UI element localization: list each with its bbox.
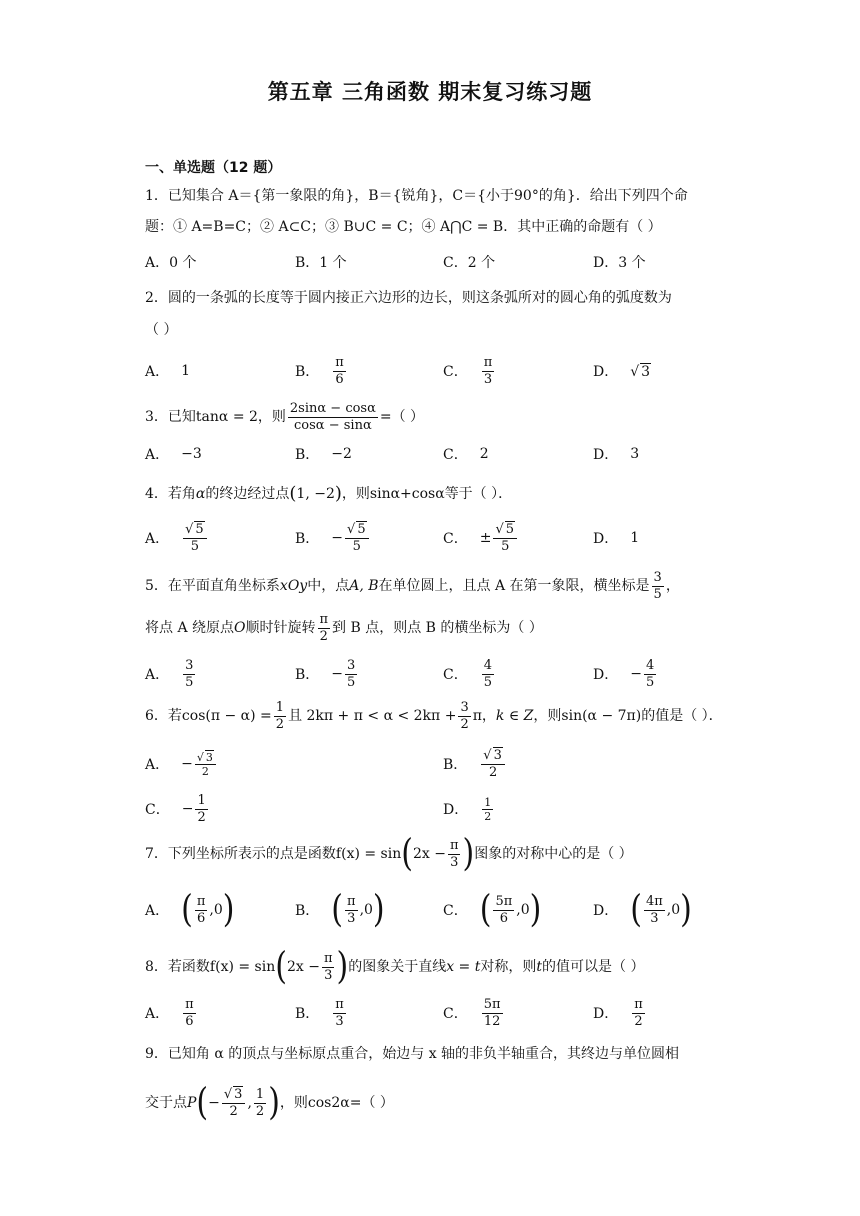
q1-option-a[interactable]: A．0 个 — [145, 255, 197, 271]
q2-line1: 2．圆的一条弧的长度等于圆内接正六边形的边长，则这条弧所对的圆心角的弧度数为 — [145, 290, 672, 306]
q3-option-d[interactable]: D． 3 — [593, 446, 640, 463]
q5-options — [145, 654, 745, 694]
q6-stem: 6．若 cos(π − α) = $\frac{1}{2}$ 且 2kπ + π < α < 2kπ + $\frac{3}{2}$ π， k ∈ Z ，则 sin(α − 7π) 的值是（ ）． — [145, 699, 723, 732]
q3-option-c[interactable]: C． 2 — [443, 446, 489, 463]
q2-options — [145, 351, 745, 391]
q8-option-c[interactable]: C． $\frac{5\pi}{12}$ — [443, 996, 501, 1029]
q1-option-c[interactable]: C．2 个 — [443, 255, 496, 271]
q5-line2: 将点 A 绕原点 O 顺时针旋转 $\frac{\pi}{2}$ 到 B 点，则点 B 的横坐标为（ ） — [145, 611, 543, 644]
q5-option-c[interactable]: C． $\frac{4}{5}$ — [443, 657, 492, 690]
q7-option-d[interactable]: D． ( $\frac{4\pi}{3}$ ,0 ) — [593, 887, 692, 932]
q5-option-a[interactable]: A． $\frac{3}{5}$ — [145, 657, 194, 690]
q8-stem: 8．若函数 f(x) = sin ( 2x − $\frac{\pi}{3}$ ) 的图象关于直线 x = t 对称，则 t 的值可以是（ ） — [145, 944, 645, 989]
q8-option-b[interactable]: B． $\frac{\pi}{3}$ — [295, 996, 344, 1029]
q6-option-a[interactable]: A． − $\frac{√ 3}{2}$ — [145, 744, 218, 784]
q3-option-b[interactable]: B． −2 — [295, 446, 352, 463]
section-heading: 一、单选题（12 题） — [145, 160, 282, 176]
q4-option-a[interactable]: A． $\frac{√ 5}{5}$ — [145, 518, 209, 558]
q6-options-row2 — [145, 789, 745, 829]
q7-options — [145, 887, 745, 932]
q2-line2: （ ） — [145, 322, 178, 338]
q1-options — [145, 242, 745, 282]
q6-option-b[interactable]: B． $\frac{√ 3}{2}$ — [443, 744, 507, 784]
q4-option-c[interactable]: C． ± $\frac{√ 5}{5}$ — [443, 518, 519, 558]
q8-option-d[interactable]: D． $\frac{\pi}{2}$ — [593, 996, 643, 1029]
q4-option-b[interactable]: B． − $\frac{√ 5}{5}$ — [295, 518, 371, 558]
q6-option-d[interactable]: D． $\frac{1}{2}$ — [443, 795, 492, 823]
page-title: 第五章 三角函数 期末复习练习题 — [267, 80, 593, 104]
q9-line1: 9．已知角 α 的顶点与坐标原点重合，始边与 x 轴的非负半轴重合，其终边与单位圆相 — [145, 1046, 680, 1062]
q3-stem: 3．已知 tanα = 2 ，则 $\frac{2\sin\alpha - \cos\alpha}{\cos\alpha - \sin\alpha}$ =（ ） — [145, 400, 425, 433]
q1-option-b[interactable]: B．1 个 — [295, 255, 347, 271]
q5-option-d[interactable]: D． − $\frac{4}{5}$ — [593, 657, 655, 690]
q2-option-a[interactable]: A． 1 — [145, 363, 191, 380]
q7-stem: 7．下列坐标所表示的点是函数 f(x) = sin ( 2x − $\frac{\pi}{3}$ ) 图象的对称中心的是（ ） — [145, 831, 633, 876]
q1-line2: 题：① A=B=C；② A⊂C；③ B∪C = C；④ A⋂C = B．其中正确的命题有（ ） — [145, 219, 662, 235]
q7-option-a[interactable]: A． ( $\frac{\pi}{6}$ ,0 ) — [145, 887, 235, 932]
q4-options — [145, 518, 745, 558]
q4-stem: 4．若角 α 的终边经过点 ( 1, −2 ) ，则 sinα+cosα 等于（ ）． — [145, 483, 513, 504]
q1-option-d[interactable]: D．3 个 — [593, 255, 646, 271]
q6-options-row1 — [145, 744, 745, 784]
q3-option-a[interactable]: A． −3 — [145, 446, 202, 463]
q9-line2: 交于点 P ( − $\frac{√ 3}{2}$ , $\frac{1}{2}$ ) ，则 cos2α =（ ） — [145, 1080, 394, 1125]
q2-option-c[interactable]: C． $\frac{\pi}{3}$ — [443, 354, 493, 387]
q4-option-d[interactable]: D． 1 — [593, 530, 640, 547]
q2-option-d[interactable]: D． √ 3 — [593, 363, 651, 380]
q5-option-b[interactable]: B． − $\frac{3}{5}$ — [295, 657, 356, 690]
q6-option-c[interactable]: C． − $\frac{1}{2}$ — [145, 792, 206, 825]
q3-options — [145, 434, 745, 474]
q2-option-b[interactable]: B． $\frac{\pi}{6}$ — [295, 354, 344, 387]
q7-option-b[interactable]: B． ( $\frac{\pi}{3}$ ,0 ) — [295, 887, 385, 932]
q1-line1: 1．已知集合 A＝{第一象限的角}，B＝{锐角}，C＝{小于90°的角}．给出下列四个命 — [145, 188, 688, 204]
q7-option-c[interactable]: C． ( $\frac{5\pi}{6}$ ,0 ) — [443, 887, 542, 932]
q5-line1: 5．在平面直角坐标系 xOy 中，点 A, B 在单位圆上，且点 A 在第一象限，横坐标是 $\frac{3}{5}$ ， — [145, 569, 680, 602]
q8-options — [145, 993, 745, 1033]
q8-option-a[interactable]: A． $\frac{\pi}{6}$ — [145, 996, 194, 1029]
